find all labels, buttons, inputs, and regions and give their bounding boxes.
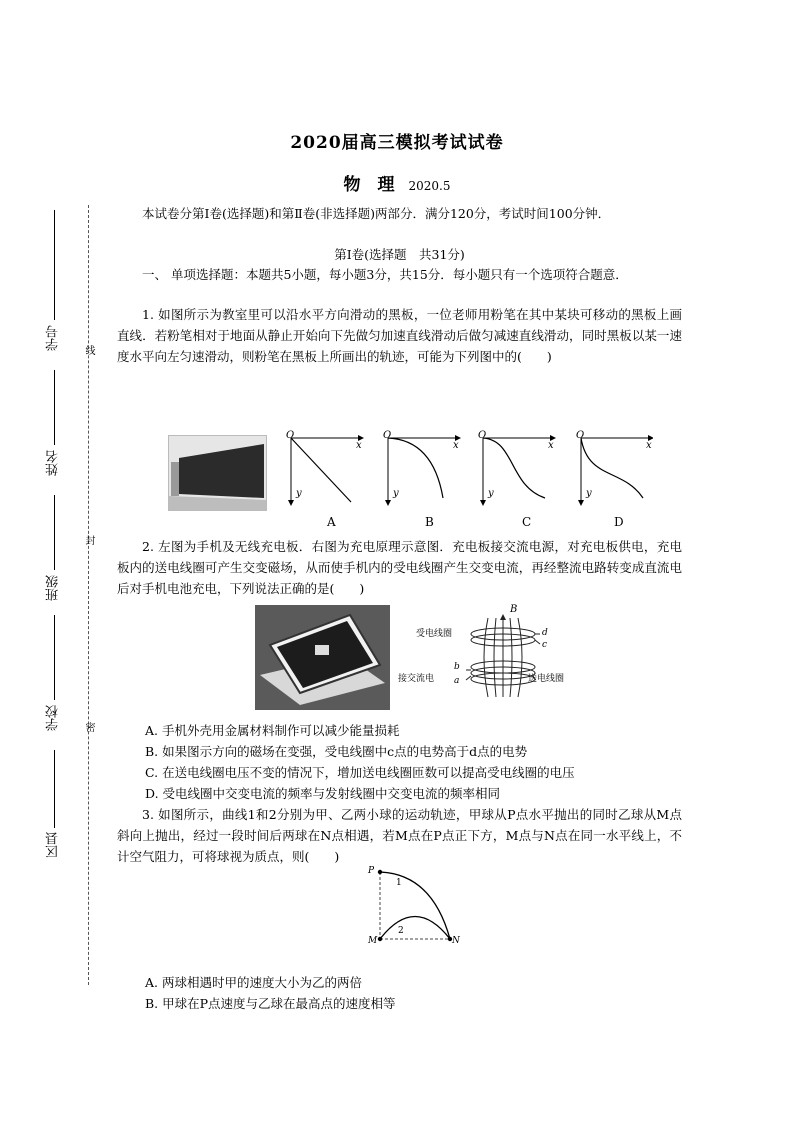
section-heading: 第Ⅰ卷(选择题 共31分) <box>334 247 465 262</box>
graph-c-label: C <box>522 515 532 529</box>
exam-intro: 本试卷分第Ⅰ卷(选择题)和第Ⅱ卷(非选择题)两部分．满分120分，考试时间100分钟． <box>142 206 611 221</box>
q3-option-a: A. 两球相遇时甲的速度大小为乙的两倍 <box>145 975 362 990</box>
school-label: 学校 <box>46 705 61 731</box>
graph-d-origin: O <box>576 430 585 441</box>
point-a: a <box>454 676 460 686</box>
class-line <box>54 495 55 570</box>
curve-1-label: 1 <box>396 878 402 888</box>
graph-b-y: y <box>393 488 399 499</box>
district-line <box>54 750 55 828</box>
receive-coil-label: 受电线圈 <box>416 629 453 639</box>
student-id-label: 学号 <box>46 325 61 351</box>
exam-date: 2020.5 <box>408 179 451 193</box>
q2-option-b: B. 如果图示方向的磁场在变强，受电线圈中c点的电势高于d点的电势 <box>145 744 528 759</box>
point-b: b <box>454 662 460 672</box>
phone-charger-photo <box>255 605 390 710</box>
point-d: d <box>542 628 548 638</box>
graph-a-y: y <box>296 488 302 499</box>
q1-option-graphs <box>283 430 653 530</box>
q2-option-d: D. 受电线圈中交变电流的频率与发射线圈中交变电流的频率相同 <box>145 786 501 801</box>
q2-option-a: A. 手机外壳用金属材料制作可以减少能量损耗 <box>145 723 400 738</box>
graph-d-label: D <box>614 515 624 529</box>
class-label: 班级 <box>46 575 61 601</box>
graph-b-x: x <box>453 440 459 451</box>
point-p: P <box>368 866 375 876</box>
field-b-label: B <box>510 604 518 615</box>
student-id-line <box>54 210 55 320</box>
send-coil-label: 送电线圈 <box>528 674 565 684</box>
graph-b-origin: O <box>383 430 392 441</box>
ac-source-label: 接交流电 <box>398 674 435 684</box>
graph-b-label: B <box>425 515 434 529</box>
blackboard-illustration <box>169 436 266 510</box>
graph-a-x: x <box>356 440 362 451</box>
phone-charger-illustration <box>255 605 390 710</box>
name-label: 姓名 <box>46 450 61 476</box>
q2-option-c: C. 在送电线圈电压不变的情况下，增加送电线圈匝数可以提高受电线圈的电压 <box>145 765 575 780</box>
point-n: N <box>452 936 460 946</box>
graph-c-origin: O <box>478 430 487 441</box>
question-1-text: 1. 如图所示为教室里可以沿水平方向滑动的黑板，一位老师用粉笔在其中某块可移动的黑板上画直线．若粉笔相对于地面从静止开始向下先做匀加速直线滑动后做匀减速直线滑动，同时黑板以某一速度水平向左匀速滑动，则粉笔在黑板上所画出的轨迹，可能为下列图中的( ) <box>117 307 682 364</box>
question-3-text: 3. 如图所示，曲线1和2分别为甲、乙两小球的运动轨迹，甲球从P点水平抛出的同时乙球从M点斜向上抛出，经过一段时间后两球在N点相遇，若M点在P点正下方，M点与N点在同一水平线上，不计空气阻力，可将球视为质点，则( ) <box>117 807 682 864</box>
graph-c-x: x <box>548 440 554 451</box>
district-label: 区县 <box>46 832 61 858</box>
curve-2-label: 2 <box>398 926 404 936</box>
question-2-text: 2. 左图为手机及无线充电板．右图为充电原理示意图．充电板接交流电源，对充电板供电，充电板内的送电线圈可产生交变磁场，从而使手机内的受电线圈产生交变电流，再经整流电路转变成直流电后对手机电池充电，下列说法正确的是( ) <box>117 539 682 596</box>
graph-a-origin: O <box>286 430 295 441</box>
seal-mark-secret: 密 <box>83 722 94 732</box>
graph-c-y: y <box>488 488 494 499</box>
graph-a-label: A <box>327 515 336 529</box>
q3-option-b: B. 甲球在P点速度与乙球在最高点的速度相等 <box>145 996 396 1011</box>
section-instructions: 一、 单项选择题：本题共5小题，每小题3分，共15分．每小题只有一个选项符合题意． <box>142 267 628 282</box>
name-line <box>54 370 55 445</box>
point-c: c <box>542 640 548 650</box>
subject-line <box>0 170 794 195</box>
binding-dashed-line <box>88 205 89 985</box>
exam-title: 2020届高三模拟考试试卷 <box>290 133 504 153</box>
seal-mark-seal: 封 <box>83 535 94 545</box>
graph-d-x: x <box>646 440 652 451</box>
point-m: M <box>368 936 378 946</box>
seal-mark-line: 线 <box>83 345 94 355</box>
graph-d-y: y <box>586 488 592 499</box>
subject-name: 物 理 <box>343 175 395 195</box>
school-line <box>54 615 55 700</box>
blackboard-photo <box>168 435 267 511</box>
trajectory-diagram <box>370 866 460 946</box>
